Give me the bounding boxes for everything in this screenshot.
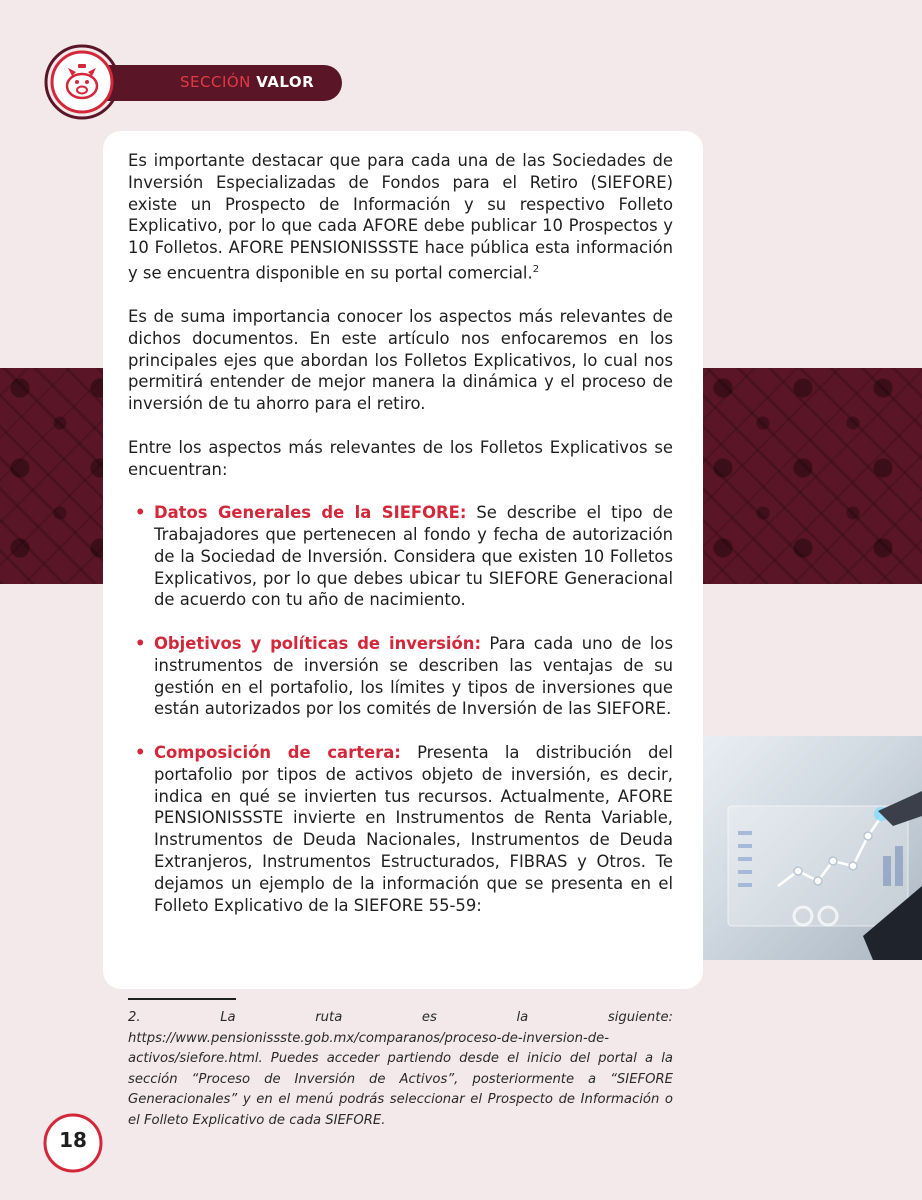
section-prefix: SECCIÓN	[180, 73, 251, 91]
finance-chart-photo	[703, 736, 922, 960]
section-name: VALOR	[256, 73, 315, 91]
paragraph-2: Es de suma importancia conocer los aspectos más relevantes de dichos documentos. En este artículo nos enfocaremos en los principales ejes que abordan los Folletos Explicativos, lo cual nos permitirá entender de mejor manera la dinámica y el proceso de inversión de tu ahorro para el retiro.	[128, 307, 673, 414]
list-item-text: Presenta la distribución del portafolio por tipos de activos objeto de inversión, es decir, indica en qué se invierten tus recursos. Actualmente, AFORE PENSIONISSSTE invierte en Instrumentos de Renta Variable, Instrumentos de Deuda Nacionales, Instrumentos de Deuda Extranjeros, Instrumentos Estructurados, FIBRAS y Otros. Te dejamos un ejemplo de la información que se presenta en el Folleto Explicativo de la SIEFORE 55-59:	[154, 742, 673, 915]
section-title	[180, 73, 314, 91]
decorative-pattern-left	[0, 368, 110, 584]
footnote: 2. La ruta es la siguiente: https://www.pensionissste.gob.mx/comparanos/proceso-de-inversion-de-activos/siefore.html. Puedes acceder partiendo desde el inicio del portal a la sección “Proceso de Inversión de Activos”, posteriormente a “SIEFORE Generacionales” y en el menú podrás seleccionar el Prospecto de Información o el Folleto Explicativo de cada SIEFORE.	[128, 1010, 673, 1128]
aspects-list	[128, 502, 673, 916]
piggy-bank-icon	[50, 50, 114, 114]
decorative-pattern-right	[703, 368, 922, 584]
list-item	[135, 502, 674, 611]
article-body	[128, 150, 673, 938]
page-number: 18	[59, 1128, 87, 1152]
paragraph-1: Es importante destacar que para cada una de las Sociedades de Inversión Especializadas de Fondos para el Retiro (SIEFORE) existe un Prospecto de Información y su respectivo Folleto Explicativo, por lo que cada AFORE debe publicar 10 Prospectos y 10 Folletos. AFORE PENSIONISSSTE hace pública esta información y se encuentra disponible en su portal comercial.$^2$	[128, 151, 673, 283]
list-item-text: Para cada uno de los instrumentos de inversión se describen las ventajas de su gestión en el portafolio, los límites y tipos de inversiones que están autorizados por los comités de Inversión de las SIEFORE.	[154, 634, 673, 719]
list-item	[135, 742, 673, 916]
list-item-term: Datos Generales de la SIEFORE:	[154, 503, 467, 523]
list-item-term: Composición de cartera:	[154, 742, 401, 762]
bullet-dot-icon: •	[135, 742, 146, 762]
footnote-ref: 2	[532, 263, 540, 275]
paragraph-3: Entre los aspectos más relevantes de los Folletos Explicativos se encuentran:	[128, 437, 673, 479]
list-item	[135, 633, 673, 720]
list-item-text: Se describe el tipo de Trabajadores que pertenecen al fondo y fecha de autorización de la Sociedad de Inversión. Considera que existen 10 Folletos Explicativos, por lo que debes ubicar tu SIEFORE Generacional de acuerdo con tu año de nacimiento.	[154, 503, 674, 610]
bullet-dot-icon: •	[135, 634, 146, 653]
list-item-term: Objetivos y políticas de inversión:	[154, 634, 481, 653]
bullet-dot-icon: •	[135, 503, 146, 523]
footnote-divider	[128, 998, 236, 1000]
